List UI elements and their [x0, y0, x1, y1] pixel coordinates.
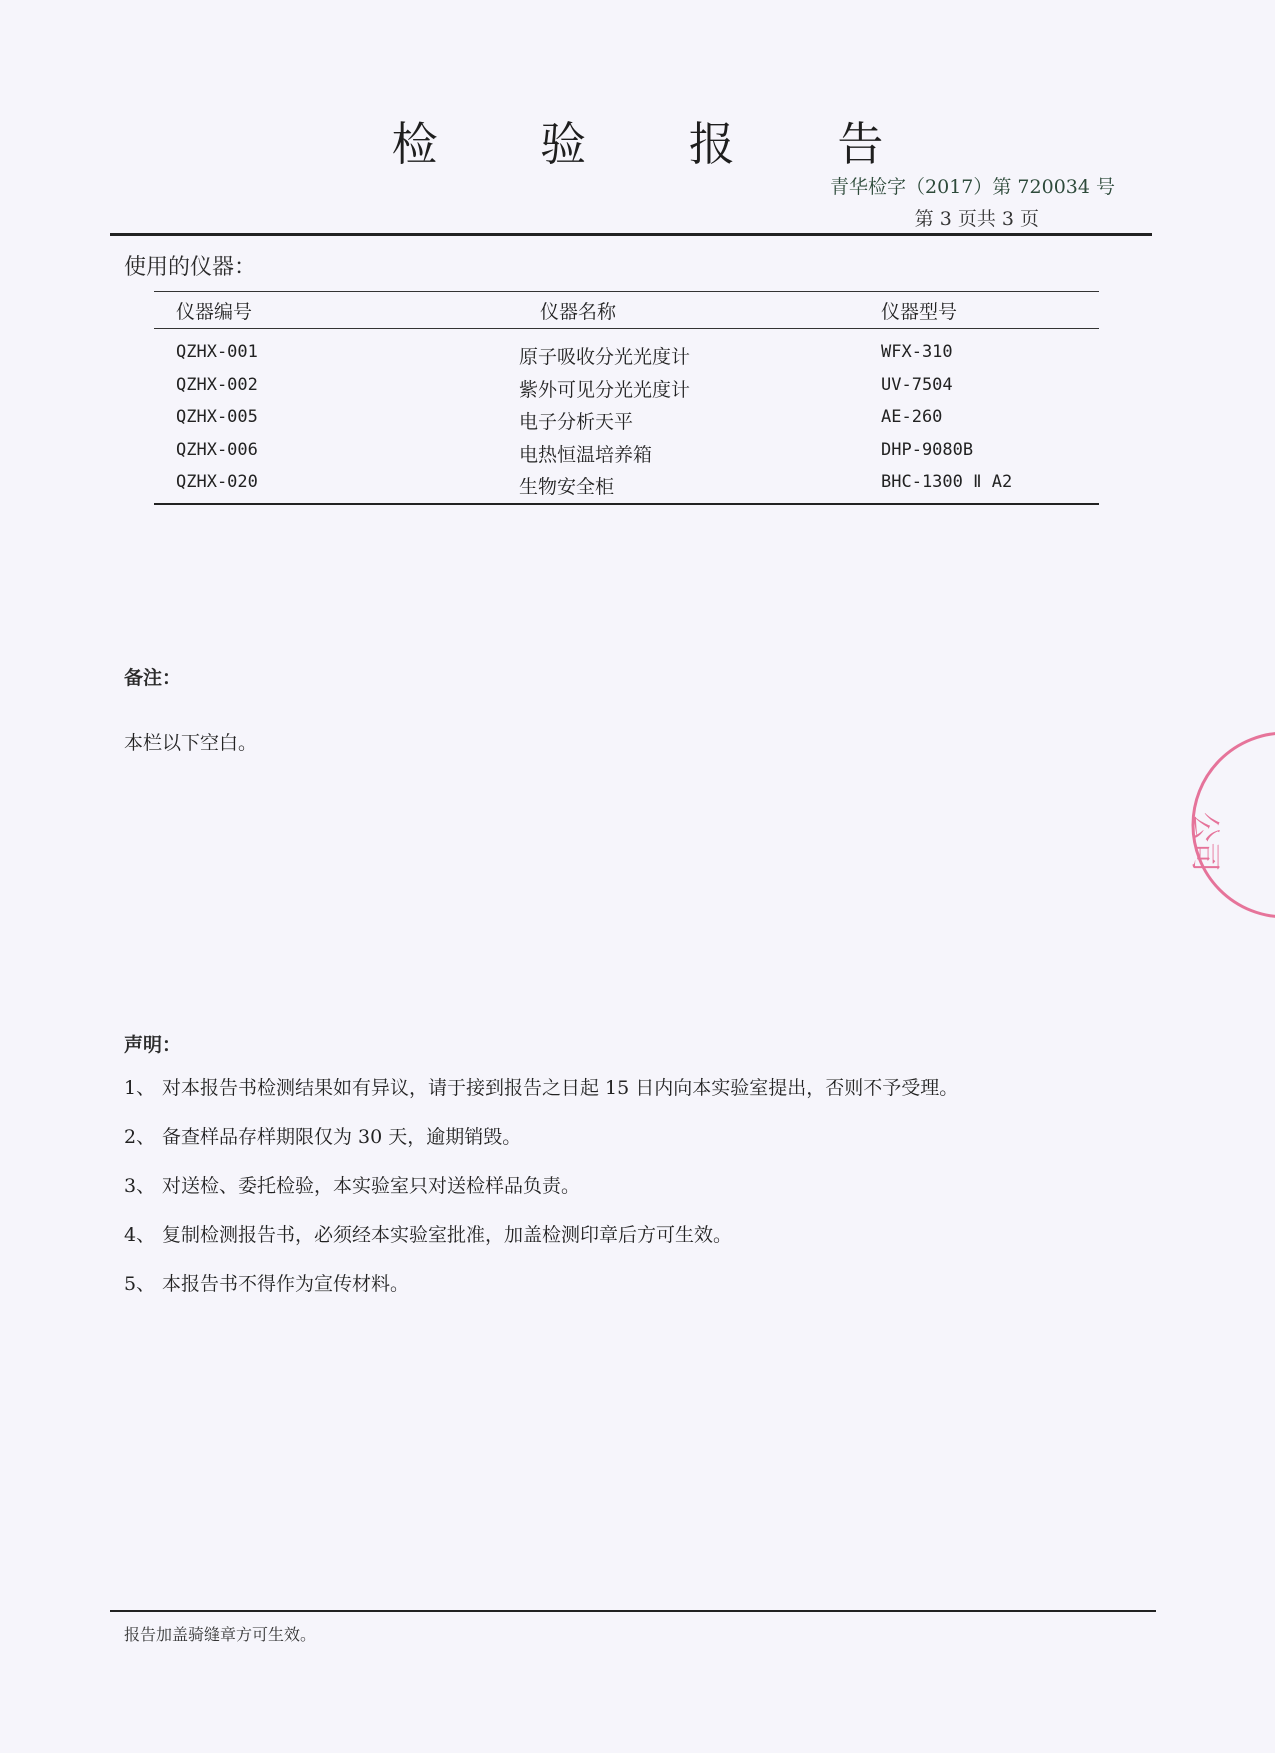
statement-number: 4、: [124, 1224, 156, 1246]
table-row: [154, 401, 1099, 434]
statement-heading: 声明：: [124, 1034, 182, 1056]
remarks-heading: 备注：: [124, 667, 182, 689]
statement-item: [124, 1269, 958, 1318]
instrument-name: 紫外可见分光光度计: [519, 378, 691, 401]
instrument-name: 电热恒温培养箱: [519, 443, 653, 466]
instrument-model: AE-260: [881, 407, 943, 427]
table-row: [154, 434, 1099, 467]
statement-item: [124, 1220, 958, 1269]
instrument-id: QZHX-002: [176, 374, 258, 395]
footer-divider: [110, 1610, 1156, 1612]
statement-text: 备查样品存样期限仅为 30 天，逾期销毁。: [162, 1126, 522, 1148]
statement-number: 1、: [124, 1077, 156, 1099]
svg-text:公司: 公司: [1187, 812, 1222, 872]
table-bottom-rule: [154, 503, 1099, 505]
statement-text: 本报告书不得作为宣传材料。: [162, 1273, 410, 1295]
instrument-model: WFX-310: [881, 342, 953, 362]
report-number: 青华检字（2017）第 720034 号: [830, 176, 1115, 198]
footer-note: 报告加盖骑缝章方可生效。: [124, 1625, 317, 1644]
statement-item: [124, 1073, 958, 1122]
table-row: [154, 369, 1099, 402]
statement-text: 对本报告书检测结果如有异议，请于接到报告之日起 15 日内向本实验室提出，否则不予受理。: [162, 1077, 959, 1099]
statement-number: 2、: [124, 1126, 156, 1148]
instrument-model: DHP-9080B: [881, 439, 974, 460]
statement-number: 3、: [124, 1175, 156, 1197]
statement-text: 对送检、委托检验，本实验室只对送检样品负责。: [162, 1175, 581, 1197]
column-header-model: 仪器型号: [881, 301, 958, 323]
table-row: [154, 466, 1099, 499]
page-title: 检 验 报 告: [391, 117, 928, 171]
instrument-id: QZHX-001: [176, 342, 258, 362]
statement-item: [124, 1122, 958, 1171]
header-divider: [110, 233, 1152, 236]
instrument-name: 原子吸收分光光度计: [519, 346, 691, 368]
table-header-row: [154, 292, 1099, 328]
column-header-id: 仪器编号: [176, 301, 253, 323]
instrument-name: 生物安全柜: [519, 476, 615, 498]
instruments-table: [154, 291, 1099, 505]
instrument-model: BHC-1300 Ⅱ A2: [881, 472, 1013, 492]
statement-item: [124, 1171, 958, 1220]
instrument-model: UV-7504: [881, 374, 953, 395]
page-indicator: 第 3 页共 3 页: [914, 208, 1039, 230]
column-header-name: 仪器名称: [540, 301, 617, 323]
table-body: [154, 329, 1099, 503]
instrument-name: 电子分析天平: [519, 411, 634, 433]
instrument-id: QZHX-005: [176, 407, 258, 427]
statement-text: 复制检测报告书，必须经本实验室批准，加盖检测印章后方可生效。: [162, 1224, 733, 1246]
remarks-text: 本栏以下空白。: [124, 732, 258, 754]
statement-list: [124, 1073, 958, 1318]
instruments-heading: 使用的仪器：: [124, 255, 257, 280]
instrument-id: QZHX-006: [176, 439, 258, 460]
instrument-id: QZHX-020: [176, 472, 258, 492]
statement-number: 5、: [124, 1273, 156, 1295]
table-row: [154, 336, 1099, 369]
seal-stamp: [1185, 720, 1275, 930]
